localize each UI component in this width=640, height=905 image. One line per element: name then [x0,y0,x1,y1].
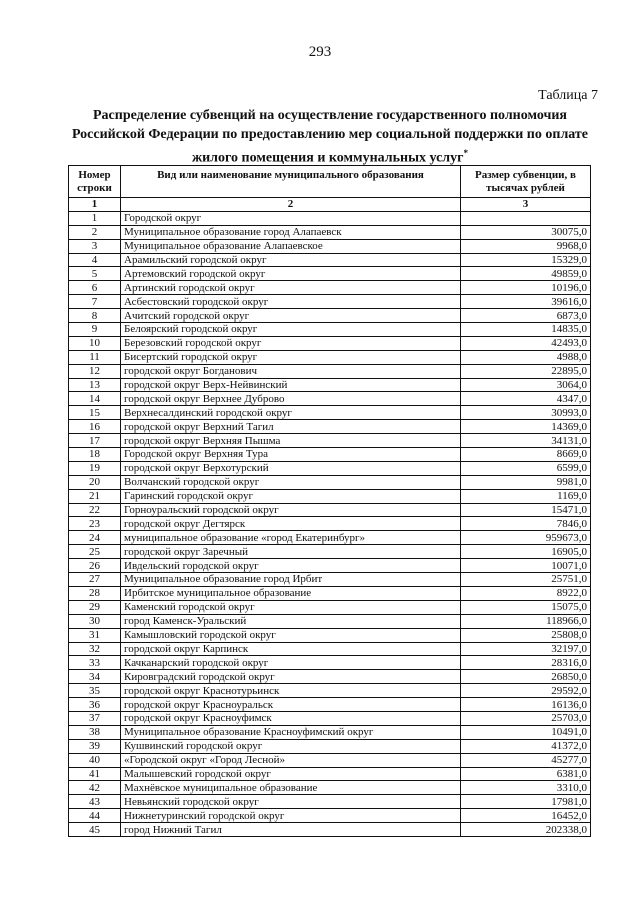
subsidy-value: 25751,0 [461,573,591,587]
municipality-name: Кушвинский городской округ [121,739,461,753]
municipality-name: «Городской округ «Город Лесной» [121,753,461,767]
municipality-name: Кировградский городской округ [121,670,461,684]
row-number: 4 [69,253,121,267]
row-number: 31 [69,628,121,642]
subsidy-value: 10196,0 [461,281,591,295]
subsidy-value: 28316,0 [461,656,591,670]
table-row [69,711,591,725]
document-title [60,106,600,168]
municipality-name: Каменский городской округ [121,600,461,614]
index-col-2: 2 [121,198,461,212]
municipality-name: Малышевский городской округ [121,767,461,781]
municipality-name: Березовский городской округ [121,336,461,350]
table-row [69,628,591,642]
subsidy-value: 26850,0 [461,670,591,684]
row-number: 25 [69,545,121,559]
table-row [69,545,591,559]
table-row [69,656,591,670]
table-row [69,323,591,337]
table-row [69,586,591,600]
table-row [69,309,591,323]
subsidy-value: 17981,0 [461,795,591,809]
row-number: 11 [69,350,121,364]
municipality-name: городской округ Дегтярск [121,517,461,531]
subsidy-value: 4347,0 [461,392,591,406]
municipality-name: Невьянский городской округ [121,795,461,809]
subsidy-value: 15075,0 [461,600,591,614]
municipality-name: Городской округ Верхняя Тура [121,448,461,462]
row-number: 38 [69,725,121,739]
table-row [69,448,591,462]
municipality-name: Камышловский городской округ [121,628,461,642]
table-row [69,420,591,434]
title-text: Распределение субвенций на осуществление государственного полномочия Российской Федерации по предоставлению мер социальной поддержки по оплате жилого помещения и коммунальных услуг [71,108,589,166]
subsidy-value: 10071,0 [461,559,591,573]
municipality-name: Горноуральский городской округ [121,503,461,517]
row-number: 41 [69,767,121,781]
subsidy-value: 16452,0 [461,809,591,823]
row-number: 14 [69,392,121,406]
subsidy-value: 9981,0 [461,475,591,489]
table-row [69,211,591,225]
table-row [69,684,591,698]
table-row [69,392,591,406]
subsidy-value: 8922,0 [461,586,591,600]
table-row [69,406,591,420]
row-number: 20 [69,475,121,489]
header-municipality: Вид или наименование муниципального образования [121,166,461,198]
municipality-name: муниципальное образование «город Екатеринбург» [121,531,461,545]
table-row [69,489,591,503]
table-row [69,725,591,739]
municipality-name: Гаринский городской округ [121,489,461,503]
row-number: 32 [69,642,121,656]
municipality-name: Нижнетуринский городской округ [121,809,461,823]
table-row [69,239,591,253]
subsidy-value: 32197,0 [461,642,591,656]
table-row [69,364,591,378]
subsidy-value: 15471,0 [461,503,591,517]
row-number: 24 [69,531,121,545]
row-number: 29 [69,600,121,614]
row-number: 18 [69,448,121,462]
row-number: 15 [69,406,121,420]
row-number: 43 [69,795,121,809]
municipality-name: город Каменск-Уральский [121,614,461,628]
table-row [69,378,591,392]
municipality-name: городской округ Красноуфимск [121,711,461,725]
index-col-3: 3 [461,198,591,212]
row-number: 45 [69,823,121,837]
table-row [69,434,591,448]
table-row [69,670,591,684]
title-footnote-mark: * [463,148,469,158]
table-row [69,267,591,281]
table-row [69,295,591,309]
row-number: 7 [69,295,121,309]
table-row [69,336,591,350]
subsidy-value: 16136,0 [461,698,591,712]
table-row [69,781,591,795]
page-number: 293 [308,44,332,60]
row-number: 8 [69,309,121,323]
row-number: 33 [69,656,121,670]
table-row [69,253,591,267]
municipality-name: Ивдельский городской округ [121,559,461,573]
municipality-name: городской округ Верхотурский [121,461,461,475]
subsidy-value: 202338,0 [461,823,591,837]
row-number: 13 [69,378,121,392]
row-number: 42 [69,781,121,795]
municipality-name: Качканарский городской округ [121,656,461,670]
table-row [69,809,591,823]
row-number: 9 [69,323,121,337]
subsidy-value: 14369,0 [461,420,591,434]
table-row [69,739,591,753]
municipality-name: городской округ Краснотурьинск [121,684,461,698]
subsidy-value: 16905,0 [461,545,591,559]
municipality-name: городской округ Красноуральск [121,698,461,712]
table-row [69,795,591,809]
table-row [69,475,591,489]
subsidy-value: 42493,0 [461,336,591,350]
row-number: 3 [69,239,121,253]
municipality-name: Арамильский городской округ [121,253,461,267]
subsidy-value: 3064,0 [461,378,591,392]
row-number: 34 [69,670,121,684]
row-number: 16 [69,420,121,434]
row-number: 6 [69,281,121,295]
municipality-name: Ирбитское муниципальное образование [121,586,461,600]
table-row [69,823,591,837]
municipality-name: городской округ Богданович [121,364,461,378]
subsidy-value: 22895,0 [461,364,591,378]
table-row [69,767,591,781]
row-number: 21 [69,489,121,503]
subsidy-value: 4988,0 [461,350,591,364]
subsidy-value: 7846,0 [461,517,591,531]
table-row [69,225,591,239]
subsidy-value: 3310,0 [461,781,591,795]
table-row [69,642,591,656]
municipality-name: Артинский городской округ [121,281,461,295]
municipality-name: городской округ Верхнее Дуброво [121,392,461,406]
municipality-name: Ачитский городской округ [121,309,461,323]
table-row [69,503,591,517]
row-number: 40 [69,753,121,767]
municipality-name: Бисертский городской округ [121,350,461,364]
municipality-name: Белоярский городской округ [121,323,461,337]
subsidy-value: 9968,0 [461,239,591,253]
row-number: 10 [69,336,121,350]
subsidy-value: 118966,0 [461,614,591,628]
table-row [69,517,591,531]
row-number: 44 [69,809,121,823]
municipality-name: городской округ Заречный [121,545,461,559]
row-number: 12 [69,364,121,378]
row-number: 23 [69,517,121,531]
row-number: 28 [69,586,121,600]
header-row-number: Номер строки [69,166,121,198]
row-number: 36 [69,698,121,712]
subsidy-value: 6873,0 [461,309,591,323]
municipality-name: Муниципальное образование Алапаевское [121,239,461,253]
municipality-name: городской округ Карпинск [121,642,461,656]
table-row [69,281,591,295]
municipality-name: Махнёвское муниципальное образование [121,781,461,795]
subsidy-value: 15329,0 [461,253,591,267]
municipality-name: Артемовский городской округ [121,267,461,281]
table-row [69,461,591,475]
table-row [69,698,591,712]
subsidy-value: 30075,0 [461,225,591,239]
row-number: 1 [69,211,121,225]
subsidy-value: 6599,0 [461,461,591,475]
municipality-name: городской округ Верхний Тагил [121,420,461,434]
table-row [69,531,591,545]
row-number: 27 [69,573,121,587]
table-row [69,559,591,573]
municipality-name: Асбестовский городской округ [121,295,461,309]
table-row [69,600,591,614]
municipality-name: Верхнесалдинский городской округ [121,406,461,420]
subsidy-value: 6381,0 [461,767,591,781]
header-subsidy-amount: Размер субвенции, в тысячах рублей [461,166,591,198]
municipality-name: Муниципальное образование город Алапаевск [121,225,461,239]
row-number: 2 [69,225,121,239]
row-number: 35 [69,684,121,698]
municipality-name: город Нижний Тагил [121,823,461,837]
table-label: Таблица 7 [538,88,598,103]
subsidy-value: 41372,0 [461,739,591,753]
municipality-name: городской округ Верх-Нейвинский [121,378,461,392]
row-number: 17 [69,434,121,448]
subsidy-value: 34131,0 [461,434,591,448]
subsidy-value: 959673,0 [461,531,591,545]
table-row [69,573,591,587]
municipality-name: городской округ Верхняя Пышма [121,434,461,448]
subsidy-value: 39616,0 [461,295,591,309]
municipality-name: Городской округ [121,211,461,225]
row-number: 5 [69,267,121,281]
row-number: 30 [69,614,121,628]
row-number: 26 [69,559,121,573]
row-number: 39 [69,739,121,753]
municipality-name: Волчанский городской округ [121,475,461,489]
subsidy-value: 25808,0 [461,628,591,642]
municipality-name: Муниципальное образование Красноуфимский округ [121,725,461,739]
row-number: 19 [69,461,121,475]
municipality-name: Муниципальное образование город Ирбит [121,573,461,587]
subsidy-value: 8669,0 [461,448,591,462]
table-row [69,614,591,628]
subsidy-value [461,211,591,225]
table-header-row [69,166,591,198]
table-index-row [69,198,591,212]
subsidy-value: 30993,0 [461,406,591,420]
subsidy-value: 10491,0 [461,725,591,739]
subsidy-value: 14835,0 [461,323,591,337]
subsidy-value: 49859,0 [461,267,591,281]
subsidy-value: 1169,0 [461,489,591,503]
table-row [69,753,591,767]
subsidy-value: 25703,0 [461,711,591,725]
subsidy-value: 29592,0 [461,684,591,698]
table-row [69,350,591,364]
row-number: 22 [69,503,121,517]
subsidy-value: 45277,0 [461,753,591,767]
index-col-1: 1 [69,198,121,212]
row-number: 37 [69,711,121,725]
subsidy-table [68,165,591,837]
